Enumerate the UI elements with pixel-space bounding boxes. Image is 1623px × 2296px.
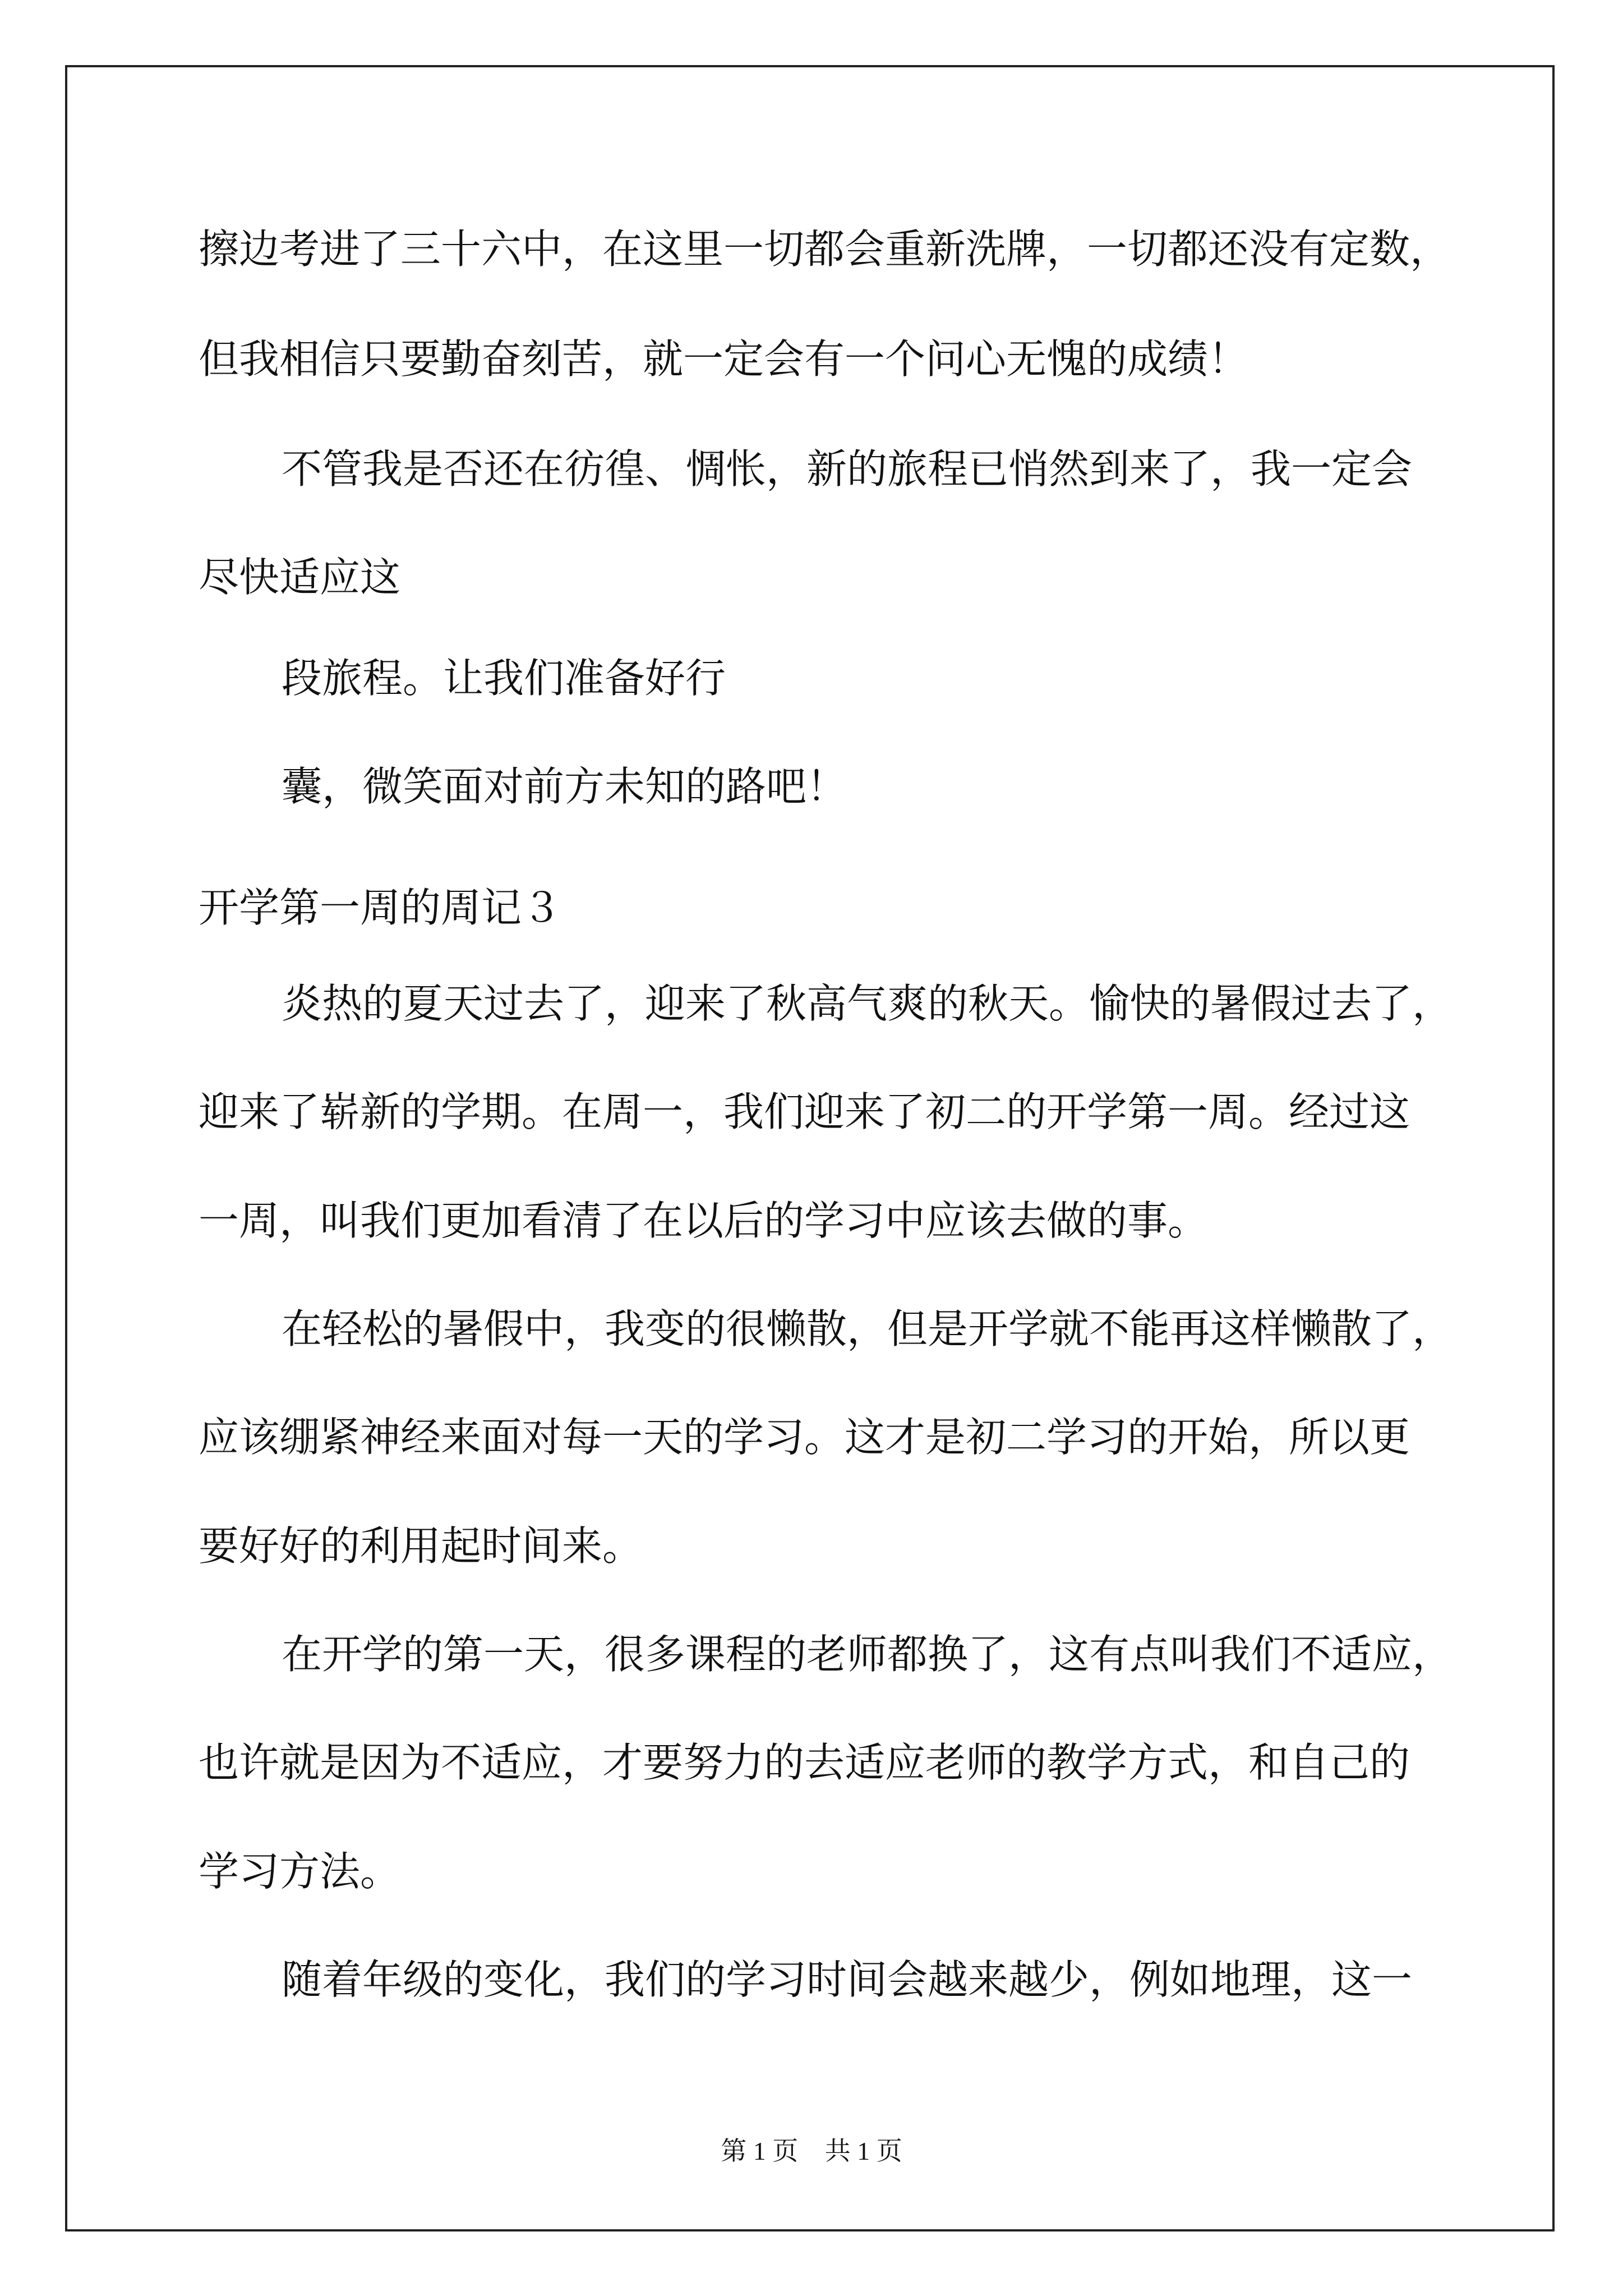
text-line-9: 迎来了崭新的学期。在周一，我们迎来了初二的开学第一周。经过这 [199,1088,1410,1135]
text-line-5: 段旅程。让我们准备好行 [282,655,726,702]
text-line-17: 随着年级的变化，我们的学习时间会越来越少，例如地理，这一 [282,1956,1413,2003]
text-line-12: 应该绷紧神经来面对每一天的学习。这才是初二学习的开始，所以更 [199,1414,1410,1461]
text-line-6: 囊，微笑面对前方未知的路吧！ [282,763,847,810]
page-border [65,65,1555,2231]
text-line-16: 学习方法。 [199,1848,401,1895]
text-line-8: 炎热的夏天过去了，迎来了秋高气爽的秋天。愉快的暑假过去了， [282,980,1453,1027]
text-line-13: 要好好的利用起时间来。 [199,1522,643,1570]
text-line-15: 也许就是因为不适应，才要努力的去适应老师的教学方式，和自己的 [199,1739,1410,1786]
page-footer [0,2131,1623,2168]
text-line-2: 但我相信只要勤奋刻苦，就一定会有一个问心无愧的成绩！ [199,335,1249,383]
section-heading: 开学第一周的周记３ [199,884,562,931]
text-line-11: 在轻松的暑假中，我变的很懒散，但是开学就不能再这样懒散了， [282,1305,1453,1352]
page-total: 共 1 页 [824,2137,902,2165]
text-line-14: 在开学的第一天，很多课程的老师都换了，这有点叫我们不适应， [282,1631,1453,1678]
text-line-3: 不管我是否还在彷徨、惆怅，新的旅程已悄然到来了，我一定会 [282,445,1413,493]
page-number: 第 1 页 [721,2137,799,2165]
text-line-4: 尽快适应这 [199,554,401,601]
text-line-10: 一周，叫我们更加看清了在以后的学习中应该去做的事。 [199,1197,1209,1244]
text-line-1: 擦边考进了三十六中，在这里一切都会重新洗牌，一切都还没有定数， [199,226,1451,273]
